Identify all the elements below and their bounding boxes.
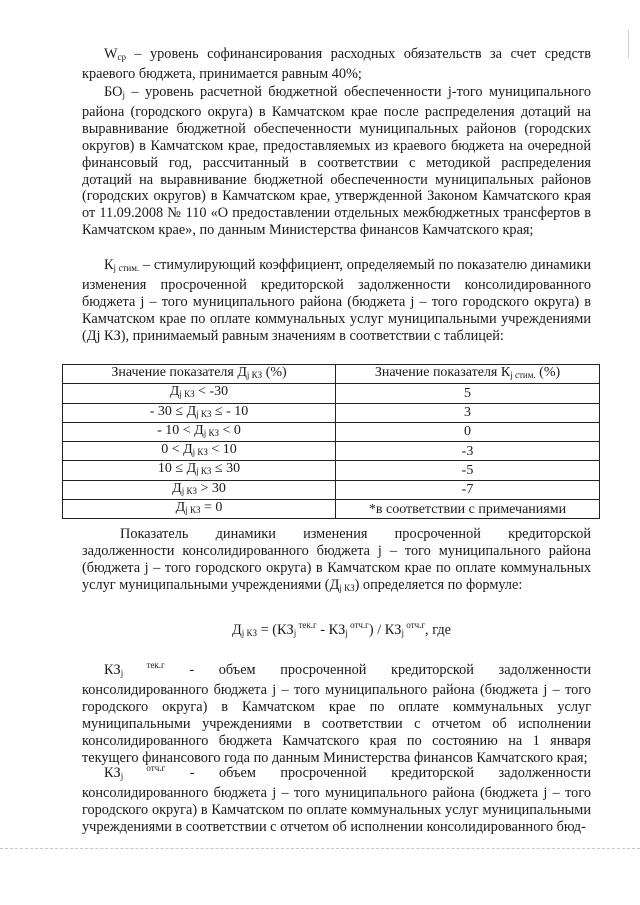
paragraph-dynamics-subscript: j КЗ [339,582,355,593]
table-row [63,500,600,519]
row-value: *в соответствии с примечаниями [336,500,600,519]
paragraph-bo-text: – уровень расчетной бюджетной обеспеченности j-того муниципального района (городского округа) в Камчатском крае после распределения дотаций на выравнивание бюджетной обеспеченности муниципальных районов (городских округов) в Камчатском крае, предоставляемых из краевого бюджета на очередной финансовый год, рассчитанный в соответствии с методикой распределения дотаций на выравнивание бюджетной обеспеченности муниципальных районов (городских округов) в Камчатском крае, утвержденной Законом Камчатского края от 11.09.2008 № 110 «О предоставлении отдельных межбюджетных трансфертов в Камчатском крае», по данным Министерства финансов Камчатского края; [82,84,591,239]
table-row [63,442,600,461]
formula: $Д_{j КЗ} = (КЗ_j$ $^{тек.г} - КЗ_j$ $^{отч.г}) / КЗ_j$ $^{отч.г}$, где [232,620,451,638]
header-indicator-k: Значение показателя $К_{j стим.}$ (%) [336,365,600,384]
symbol-w-subscript: ср [117,52,126,62]
paragraph-k-stim [82,257,591,345]
symbol-kz-otch: КЗ [104,765,121,781]
row-value: 3 [336,403,600,422]
paragraph-kz-tek: $КЗ_j$ $^{тек.г}$ - объем просроченной кредиторской задолженности консолидированного бюджета j – того муниципального района (бюджета j – того городского округа) в Камчатском крае по оплате коммунальных услуг муниципальными учреждениями в соответствии с отчетом об исполнении консолидированного бюджета Камчатского края по состоянию на 1 января текущего финансового года по данным Министерства финансов Камчатского края; [82,660,591,766]
symbol-bo-subscript: j [122,90,125,100]
paragraph-kz-otch: $КЗ_j$ $^{отч.г}$ - объем просроченной кредиторской задолженности консолидированного бюджета j – того муниципального района (бюджета j – того городского округа) в Камчатском по оплате коммунальных услуг муниципальными учреждениями в соответствии с отчетом об исполнении консолидированного бюд- [82,763,591,835]
paragraph-k-text: – стимулирующий коэффициент, определяемый по показателю динамики изменения просроченной кредиторской задолженности консолидированного бюджета j – того муниципального района (бюджета j – того городского округа) в Камчатском крае по оплате коммунальных услуг муниципальными учреждениями (Дj КЗ), принимаемый равным значениям в соответствии с таблицей: [82,257,591,344]
table-row [63,480,600,499]
row-value: -5 [336,461,600,480]
scan-edge-mark [628,30,635,58]
paragraph-dynamics [82,526,591,597]
row-condition: $0 < Д_{j КЗ} < 10$ [63,442,336,461]
table-header-row [63,365,600,384]
paragraph-w-text: – уровень софинансирования расходных обязательств за счет средств краевого бюджета, принимается равным 40%; [82,46,591,82]
row-condition: $Д_{j КЗ} > 30$ [63,480,336,499]
coefficient-table [62,364,600,519]
table-row [63,461,600,480]
paragraph-dynamics-text: Показатель динамики изменения просроченной кредиторской задолженности консолидированного бюджета j – того муниципального района (бюджета j – того городского округа) в Камчатском крае по оплате коммунальных услуг муниципальными учреждениями (Д [82,526,591,593]
row-condition: - $10 < Д_{j КЗ} < 0$ [63,422,336,441]
paragraph-w-sr [82,46,591,83]
table-row [63,403,600,422]
table-row [63,384,600,403]
symbol-kz-tek: КЗ [104,662,121,678]
scan-divider-line [0,848,640,849]
symbol-w: W [104,46,118,62]
paragraph-bo [82,84,591,239]
paragraph-kz-otch-text: - объем просроченной кредиторской задолженности консолидированного бюджета j – того муниципального района (бюджета j – того городского округа) в Камчатском по оплате коммунальных услуг муниципальными учреждениями в соответствии с отчетом об исполнении консолидированного бюд- [82,765,591,835]
row-condition: $Д_{j КЗ} = 0$ [63,500,336,519]
row-value: 5 [336,384,600,403]
row-value: -7 [336,480,600,499]
paragraph-dynamics-text-end: ) определяется по формуле: [354,576,523,593]
header-indicator-d: Значение показателя $Д_{j КЗ}$ (%) [63,365,336,384]
table-row [63,422,600,441]
row-condition: - $30 \le Д_{j КЗ}$ ≤ - 10 [63,403,336,422]
symbol-bo: БО [104,84,123,100]
paragraph-kz-tek-text: - объем просроченной кредиторской задолженности консолидированного бюджета j – того муниципального района (бюджета j – того городского округа) в Камчатском крае по оплате коммунальных услуг муниципальными учреждениями в соответствии с отчетом об исполнении консолидированного бюджета Камчатского края по состоянию на 1 января текущего финансового года по данным Министерства финансов Камчатского края; [82,662,591,766]
row-condition: $Д_{j КЗ} < -30$ [63,384,336,403]
row-condition: $10 \le Д_{j КЗ} \le 30$ [63,461,336,480]
row-value: -3 [336,442,600,461]
symbol-k-subscript: j стим. [113,263,140,273]
row-value: 0 [336,422,600,441]
symbol-k: К [104,257,114,273]
